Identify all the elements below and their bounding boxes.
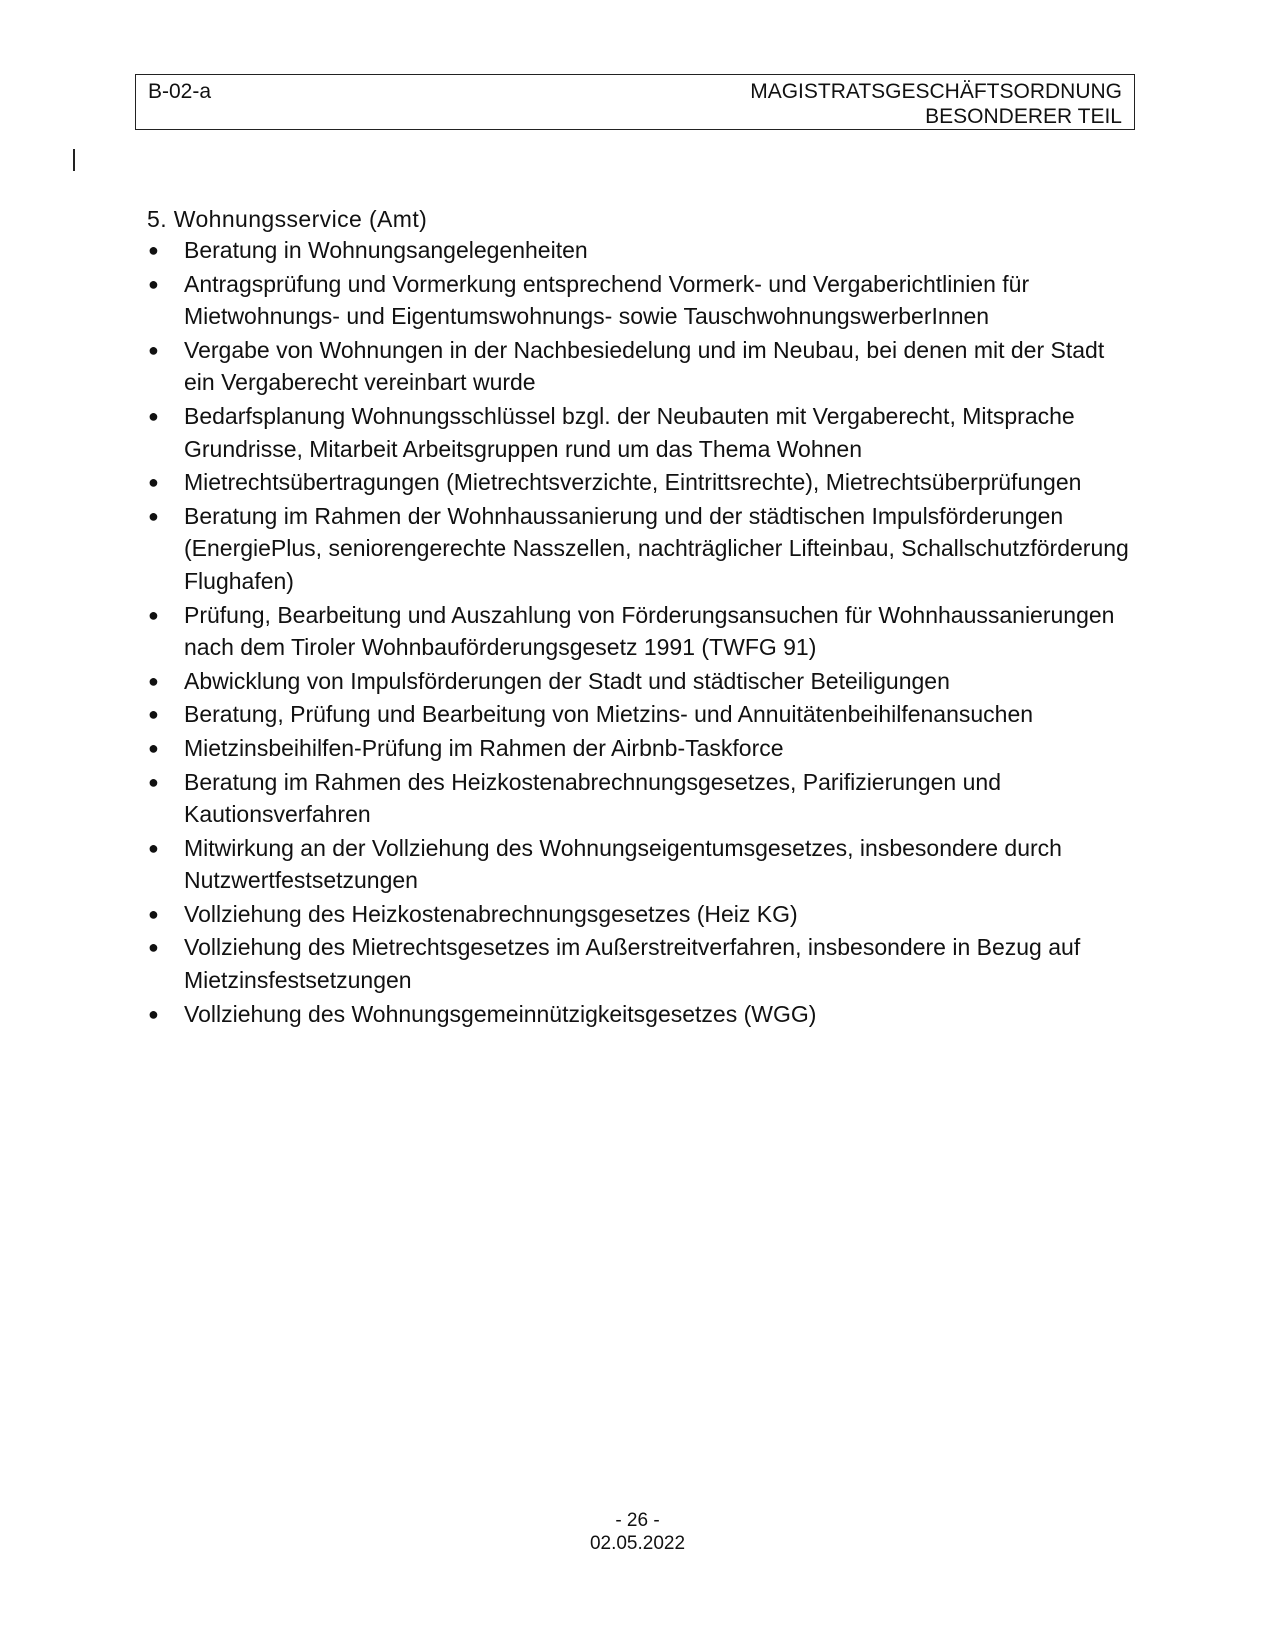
list-item-text: Bedarfsplanung Wohnungsschlüssel bzgl. der Neubauten mit Vergaberecht, Mitsprache Grundrisse, Mitarbeit Arbeitsgruppen rund um das Thema Wohnen xyxy=(184,402,1075,462)
list-item-text: Vergabe von Wohnungen in der Nachbesiedelung und im Neubau, bei denen mit der Stadt ein Vergaberecht vereinbart wurde xyxy=(184,336,1105,396)
page-footer xyxy=(0,1509,1275,1555)
bullet-icon: ● xyxy=(148,937,159,958)
bullet-icon: ● xyxy=(148,240,159,260)
list-item xyxy=(146,466,1136,499)
list-item xyxy=(146,832,1136,897)
list-item-text: Mietzinsbeihilfen-Prüfung im Rahmen der Airbnb-Taskforce xyxy=(184,734,784,761)
list-item-text: Beratung, Prüfung und Bearbeitung von Mietzins- und Annuitätenbeihilfenansuchen xyxy=(184,701,1034,728)
document-date: 02.05.2022 xyxy=(589,1533,686,1554)
bullet-icon: ● xyxy=(148,339,159,360)
list-item-text: Mitwirkung an der Vollziehung des Wohnungseigentumsgesetzes, insbesondere durch Nutzwertfestsetzungen xyxy=(184,834,1062,894)
list-item xyxy=(146,234,1136,267)
document-subtitle: BESONDERER TEIL xyxy=(925,105,1122,128)
bullet-icon: ● xyxy=(148,837,159,858)
document-title: MAGISTRATSGESCHÄFTSORDNUNG xyxy=(750,80,1122,103)
list-item xyxy=(146,732,1136,765)
list-item-text: Vollziehung des Mietrechtsgesetzes im Außerstreitverfahren, insbesondere in Bezug auf Mietzinsfestsetzungen xyxy=(184,934,1081,994)
page-number: - 26 - xyxy=(615,1510,660,1531)
list-item-text: Vollziehung des Wohnungsgemeinnützigkeitsgesetzes (WGG) xyxy=(184,1000,817,1027)
bullet-icon: ● xyxy=(148,737,159,758)
list-item xyxy=(146,665,1136,698)
section-title: 5. Wohnungsservice (Amt) xyxy=(147,206,428,232)
document-header xyxy=(135,74,1135,130)
revision-bar xyxy=(73,149,75,171)
bullet-icon: ● xyxy=(148,273,159,294)
list-item-text: Beratung in Wohnungsangelegenheiten xyxy=(184,237,588,263)
bullet-icon: ● xyxy=(148,472,159,493)
list-item xyxy=(146,599,1136,664)
list-item-text: Beratung im Rahmen der Wohnhaussanierung und der städtischen Impulsförderungen (EnergiePlus, seniorengerechte Nasszellen, nachträglicher Lifteinbau, Schallschutzförderung Flughafen) xyxy=(184,502,1129,594)
document-title-block xyxy=(750,79,1122,129)
list-item xyxy=(146,766,1136,831)
document-code: B-02-a xyxy=(148,80,212,103)
bullet-icon: ● xyxy=(148,1003,159,1024)
bullet-icon: ● xyxy=(148,505,159,526)
list-item xyxy=(146,698,1136,731)
list-item-text: Antragsprüfung und Vormerkung entsprechend Vormerk- und Vergaberichtlinien für Mietwohnungs- und Eigentumswohnungs- sowie TauschwohnungswerberInnen xyxy=(184,270,1030,330)
list-item-text: Beratung im Rahmen des Heizkostenabrechnungsgesetzes, Parifizierungen und Kautionsverfahren xyxy=(184,768,1001,828)
list-item xyxy=(146,268,1136,333)
bullet-icon: ● xyxy=(148,704,159,725)
list-item xyxy=(146,500,1136,598)
duty-list xyxy=(146,234,1136,1031)
list-item-text: Mietrechtsübertragungen (Mietrechtsverzichte, Eintrittsrechte), Mietrechtsüberprüfungen xyxy=(184,469,1082,496)
bullet-icon: ● xyxy=(148,405,159,426)
bullet-icon: ● xyxy=(148,771,159,792)
list-item xyxy=(146,931,1136,996)
list-item-text: Vollziehung des Heizkostenabrechnungsgesetzes (Heiz KG) xyxy=(184,900,798,927)
list-item xyxy=(146,400,1136,465)
list-item-text: Prüfung, Bearbeitung und Auszahlung von Förderungsansuchen für Wohnhaussanierungen nach dem Tiroler Wohnbauförderungsgesetz 1991 (TWFG 91) xyxy=(184,601,1115,661)
bullet-icon: ● xyxy=(148,670,159,691)
bullet-icon: ● xyxy=(148,903,159,924)
list-item xyxy=(146,334,1136,399)
list-item-text: Abwicklung von Impulsförderungen der Stadt und städtischer Beteiligungen xyxy=(184,667,950,694)
list-item xyxy=(146,898,1136,931)
bullet-icon: ● xyxy=(148,604,159,625)
list-item xyxy=(146,998,1136,1031)
